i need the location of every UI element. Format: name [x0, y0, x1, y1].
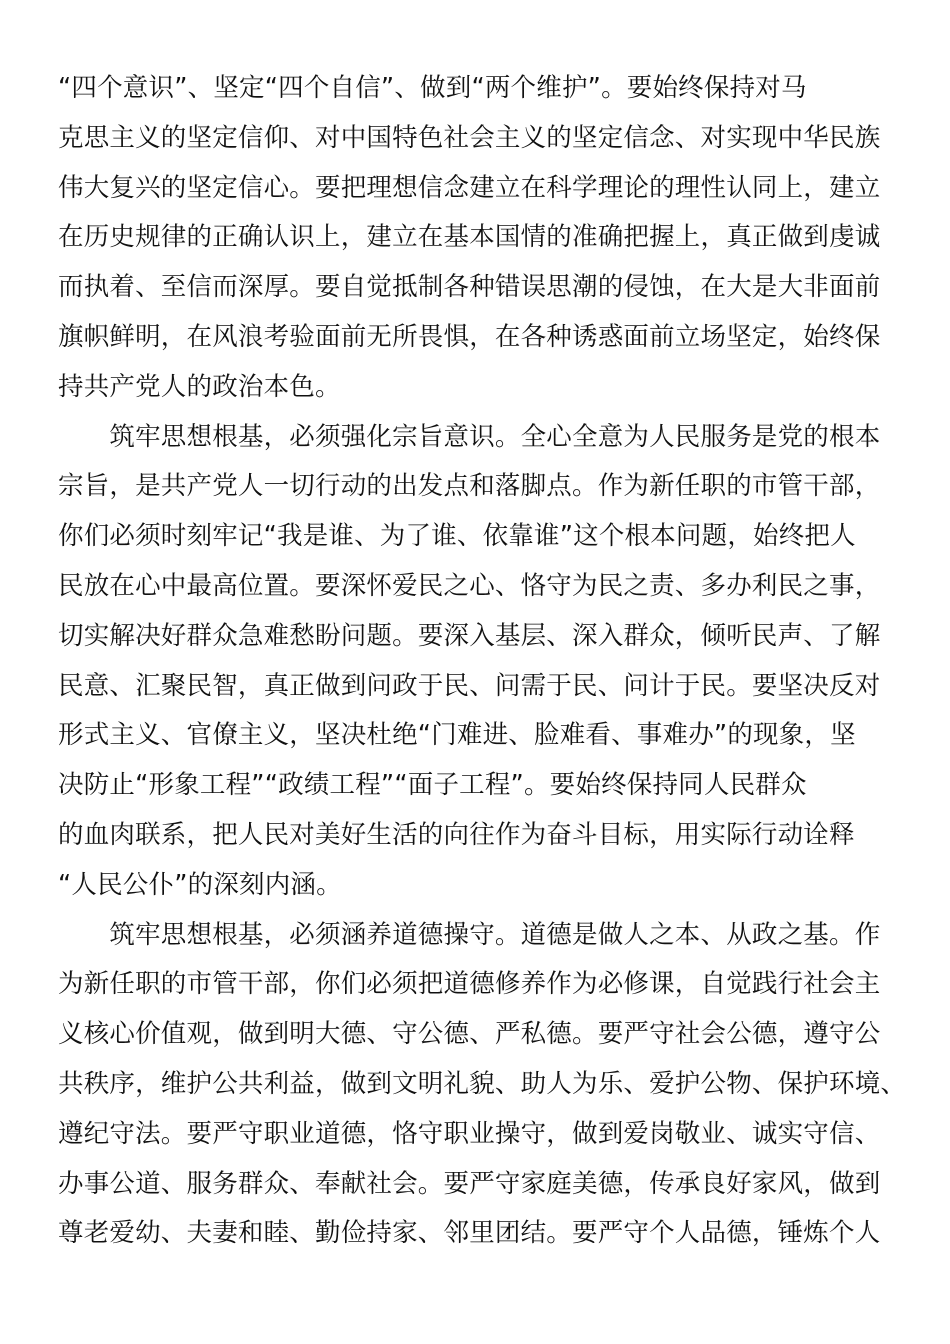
- text-line: 办事公道、服务群众、奉献社会。要严守家庭美德，传承良好家风，做到: [58, 1168, 881, 1199]
- body-text: [58, 64, 907, 1259]
- paragraph-3: [58, 911, 907, 1260]
- text-line: 筑牢思想根基，必须涵养道德操守。道德是做人之本、从政之基。作: [58, 919, 881, 950]
- text-line: 在历史规律的正确认识上，建立在基本国情的准确把握上，真正做到虔诚: [58, 222, 881, 253]
- text-line: 你们必须时刻牢记“我是谁、为了谁、依靠谁”这个根本问题，始终把人: [58, 521, 856, 552]
- text-line: 的血肉联系，把人民对美好生活的向往作为奋斗目标，用实际行动诠释: [58, 819, 855, 850]
- text-line: 宗旨，是共产党人一切行动的出发点和落脚点。作为新任职的市管干部，: [58, 471, 881, 502]
- text-line: 共秩序，维护公共利益，做到文明礼貌、助人为乐、爱护公物、保护环境、: [58, 1068, 907, 1099]
- text-line: 切实解决好群众急难愁盼问题。要深入基层、深入群众，倾听民声、了解: [58, 620, 881, 651]
- text-line: 持共产党人的政治本色。: [58, 371, 341, 402]
- text-line: 而执着、至信而深厚。要自觉抵制各种错误思潮的侵蚀，在大是大非面前: [58, 272, 881, 303]
- text-line: “四个意识”、坚定“四个自信”、做到“两个维护”。要始终保持对马: [58, 73, 807, 103]
- paragraph-2: [58, 413, 892, 911]
- text-line: 克思主义的坚定信仰、对中国特色社会主义的坚定信念、对实现中华民族: [58, 122, 881, 153]
- text-line: 伟大复兴的坚定信心。要把理想信念建立在科学理论的理性认同上，建立: [58, 172, 881, 203]
- text-line: 民放在心中最高位置。要深怀爱民之心、恪守为民之责、多办利民之事，: [58, 570, 881, 601]
- text-line: 义核心价值观，做到明大德、守公德、严私德。要严守社会公德，遵守公: [58, 1019, 881, 1050]
- text-line: 尊老爱幼、夫妻和睦、勤俭持家、邻里团结。要严守个人品德，锤炼个人: [58, 1218, 881, 1249]
- text-line: 旗帜鲜明，在风浪考验面前无所畏惧，在各种诱惑面前立场坚定，始终保: [58, 321, 881, 352]
- text-line: 为新任职的市管干部，你们必须把道德修养作为必修课，自觉践行社会主: [58, 969, 881, 1000]
- text-line: 形式主义、官僚主义，坚决杜绝“门难进、脸难看、事难办”的现象，坚: [58, 720, 856, 751]
- text-line: 民意、汇聚民智，真正做到问政于民、问需于民、问计于民。要坚决反对: [58, 670, 881, 701]
- text-line: “人民公仆”的深刻内涵。: [58, 869, 342, 900]
- paragraph-1: [58, 64, 892, 413]
- text-line: 决防止“形象工程”“政绩工程”“面子工程”。要始终保持同人民群众: [58, 770, 807, 801]
- text-line: 筑牢思想根基，必须强化宗旨意识。全心全意为人民服务是党的根本: [58, 421, 881, 452]
- text-line: 遵纪守法。要严守职业道德，恪守职业操守，做到爱岗敬业、诚实守信、: [58, 1118, 881, 1149]
